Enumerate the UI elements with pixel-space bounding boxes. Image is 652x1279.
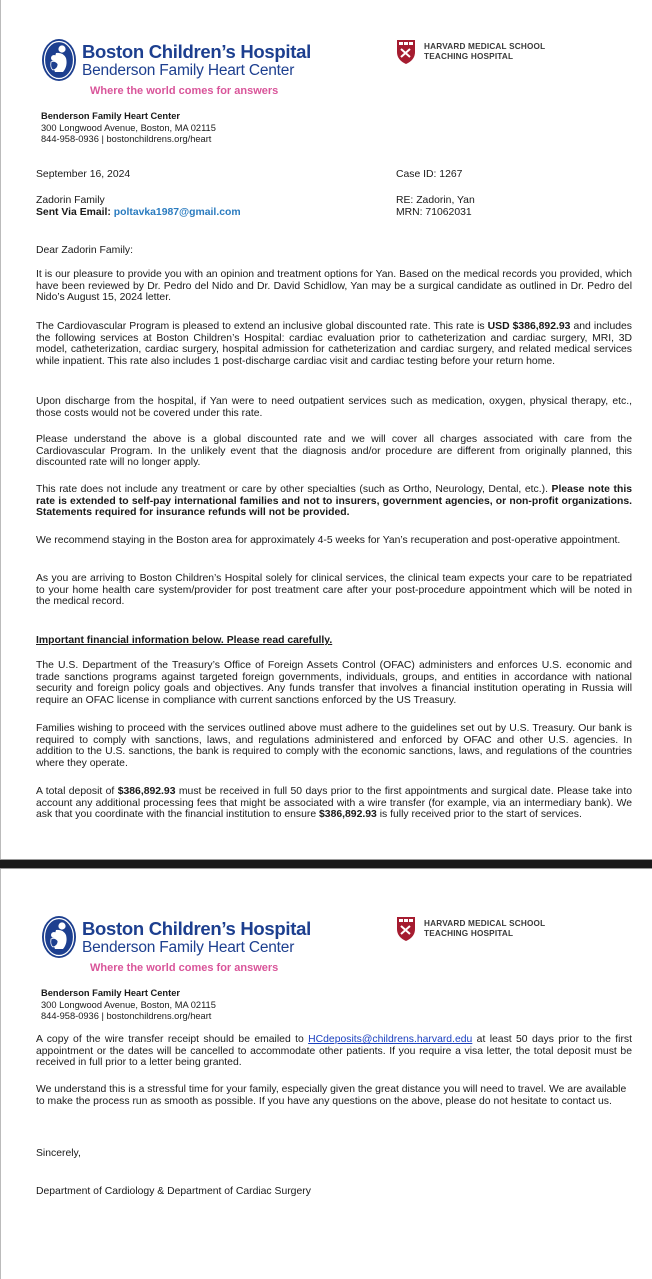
valediction: Sincerely, bbox=[36, 1148, 81, 1159]
affiliation-line-1: HARVARD MEDICAL SCHOOL bbox=[424, 919, 546, 928]
letter-page-2 bbox=[0, 869, 652, 1279]
recipient-email-link[interactable]: poltavka1987@gmail.com bbox=[113, 207, 241, 218]
deposit-amount: $386,892.93 bbox=[117, 786, 176, 797]
address-name: Benderson Family Heart Center bbox=[41, 111, 180, 121]
paragraph-outpatient: Upon discharge from the hospital, if Yan were to need outpatient services such as medication, oxygen, physical therapy, etc., those costs would not be covered under this rate. bbox=[36, 396, 632, 419]
hospital-name: Boston Children’s Hospital bbox=[82, 917, 311, 939]
center-name: Benderson Family Heart Center bbox=[82, 61, 295, 79]
recipient-name: Zadorin Family bbox=[36, 195, 105, 206]
sender-address bbox=[41, 988, 216, 1023]
sent-via-label: Sent Via Email: bbox=[36, 207, 111, 218]
paragraph-opinion: It is our pleasure to provide you with an opinion and treatment options for Yan. Based on the medical records you provided, which have been reviewed by Dr. Pedro del Nido and Dr. David Schidlow, Yan may be a surgical candidate as outlined in Dr. Pedro del Nido’s August 15, 2024 letter. bbox=[36, 269, 632, 304]
hospital-name: Boston Children’s Hospital bbox=[82, 40, 311, 62]
tagline: Where the world comes for answers bbox=[90, 85, 279, 97]
harvard-shield-icon bbox=[396, 916, 416, 942]
deposits-email-link[interactable]: HCdeposits@childrens.harvard.edu bbox=[308, 1034, 473, 1045]
harvard-shield-icon bbox=[396, 39, 416, 65]
harvard-affiliation bbox=[396, 39, 545, 65]
paragraph-wire-receipt: A copy of the wire transfer receipt should be emailed to HCdeposits@childrens.harvard.edu at least 50 days prior to the first appointment or the dates will be cancelled to accommodate other patients. If you require a visa letter, the total deposit must be received in full prior to a letter being granted. bbox=[36, 1034, 632, 1069]
affiliation-line-2: TEACHING HOSPITAL bbox=[424, 929, 514, 938]
sent-via-email bbox=[36, 207, 241, 219]
tagline: Where the world comes for answers bbox=[90, 962, 279, 974]
salutation: Dear Zadorin Family: bbox=[36, 245, 134, 256]
paragraph-repatriation: As you are arriving to Boston Children’s Hospital solely for clinical services, the clinical team expects your care to be repatriated to your home health care system/provider for post treatment care after your post-procedure appointment which will be noted in the medical record. bbox=[36, 573, 632, 608]
address-street: 300 Longwood Avenue, Boston, MA 02115 bbox=[41, 122, 216, 133]
rate-amount: USD $386,892.93 bbox=[487, 321, 571, 332]
affiliation-line-1: HARVARD MEDICAL SCHOOL bbox=[424, 42, 546, 51]
mrn: MRN: 71062031 bbox=[396, 207, 472, 218]
harvard-affiliation bbox=[396, 916, 545, 942]
affiliation-line-2: TEACHING HOSPITAL bbox=[424, 52, 514, 61]
paragraph-rate: The Cardiovascular Program is pleased to extend an inclusive global discounted rate. This rate is USD $386,892.93 and includes the following services at Boston Children’s Hospital: cardiac evaluation prior to catheterization and cardiac surgery, MRI, 3D model, catheterization, cardiac surgery, hospital admission for catheterization and cardiac surgery, and related medical services while inpatient. This rate also includes 1 post-discharge cardiac visit and cardiac testing before your return home. bbox=[36, 321, 633, 368]
bch-logo bbox=[41, 38, 311, 82]
deposit-amount-repeat: $386,892.93 bbox=[319, 809, 377, 821]
paragraph-exclusions: This rate does not include any treatment or care by other specialties (such as Ortho, Neurology, Dental, etc.). Please note this rate is extended to self-pay international families and not to insurers, government agencies, or non-profit organizations. Statements required for insurance refunds will not be provided. bbox=[36, 484, 632, 519]
self-pay-notice: Please note this rate is extended to self-pay international families and not to insurers, government agencies, or non-profit organizations. Statements required for insurance refunds will not be provided. bbox=[36, 484, 632, 519]
letter-date: September 16, 2024 bbox=[36, 169, 131, 180]
signature: Department of Cardiology & Department of Cardiac Surgery bbox=[36, 1186, 311, 1197]
mother-child-emblem-icon bbox=[41, 915, 77, 959]
address-contact: 844-958-0936 | bostonchildrens.org/heart bbox=[41, 134, 212, 144]
paragraph-stay: We recommend staying in the Boston area for approximately 4-5 weeks for Yan’s recuperation and post-operative appointment. bbox=[36, 535, 621, 546]
case-id: Case ID: 1267 bbox=[396, 169, 463, 180]
mother-child-emblem-icon bbox=[41, 38, 77, 82]
sender-address bbox=[41, 111, 216, 146]
address-contact: 844-958-0936 | bostonchildrens.org/heart bbox=[41, 1011, 212, 1021]
paragraph-support: We understand this is a stressful time for your family, especially given the great distance you will need to travel. We are available to make the process run as smooth as possible. If you have any questions on the above, please do not hesitate to contact us. bbox=[36, 1084, 627, 1107]
re-line: RE: Zadorin, Yan bbox=[396, 195, 475, 206]
paragraph-ofac: The U.S. Department of the Treasury’s Office of Foreign Assets Control (OFAC) administers and enforces U.S. economic and trade sanctions programs against targeted foreign governments, individuals, groups, and entities in accordance with national security and foreign policy goals and objectives. Any funds transfer that involves a financial institution operating in Russia will require an OFAC license in compliance with current sanctions enforced by the US Treasury. bbox=[36, 660, 632, 707]
address-street: 300 Longwood Avenue, Boston, MA 02115 bbox=[41, 999, 216, 1010]
page-divider bbox=[0, 859, 652, 869]
financial-heading: Important financial information below. Please read carefully. bbox=[36, 635, 333, 646]
paragraph-treasury: Families wishing to proceed with the services outlined above must adhere to the guidelines set out by U.S. Treasury. Our bank is required to comply with sanctions, laws, and regulations administered and enforced by OFAC and other U.S. agencies. In addition to the U.S. sanctions, the bank is required to comply with the economic sanctions, laws, and regulations of the countries where they operate. bbox=[36, 723, 632, 770]
address-name: Benderson Family Heart Center bbox=[41, 988, 180, 998]
center-name: Benderson Family Heart Center bbox=[82, 938, 295, 956]
paragraph-global-rate: Please understand the above is a global discounted rate and we will cover all charges associated with care from the Cardiovascular Program. In the unlikely event that the diagnosis and/or procedure are different from originally planned, this discounted rate will no longer apply. bbox=[36, 434, 632, 469]
bch-logo bbox=[41, 915, 311, 959]
paragraph-deposit: A total deposit of $386,892.93 must be received in full 50 days prior to the first appointments and surgical date. Please take into account any additional processing fees that might be associated with a wire transfer (for example, via an intermediary bank). We ask that you coordinate with the financial institution to ensure $386,892.93 is fully received prior to the start of services. bbox=[36, 786, 633, 821]
